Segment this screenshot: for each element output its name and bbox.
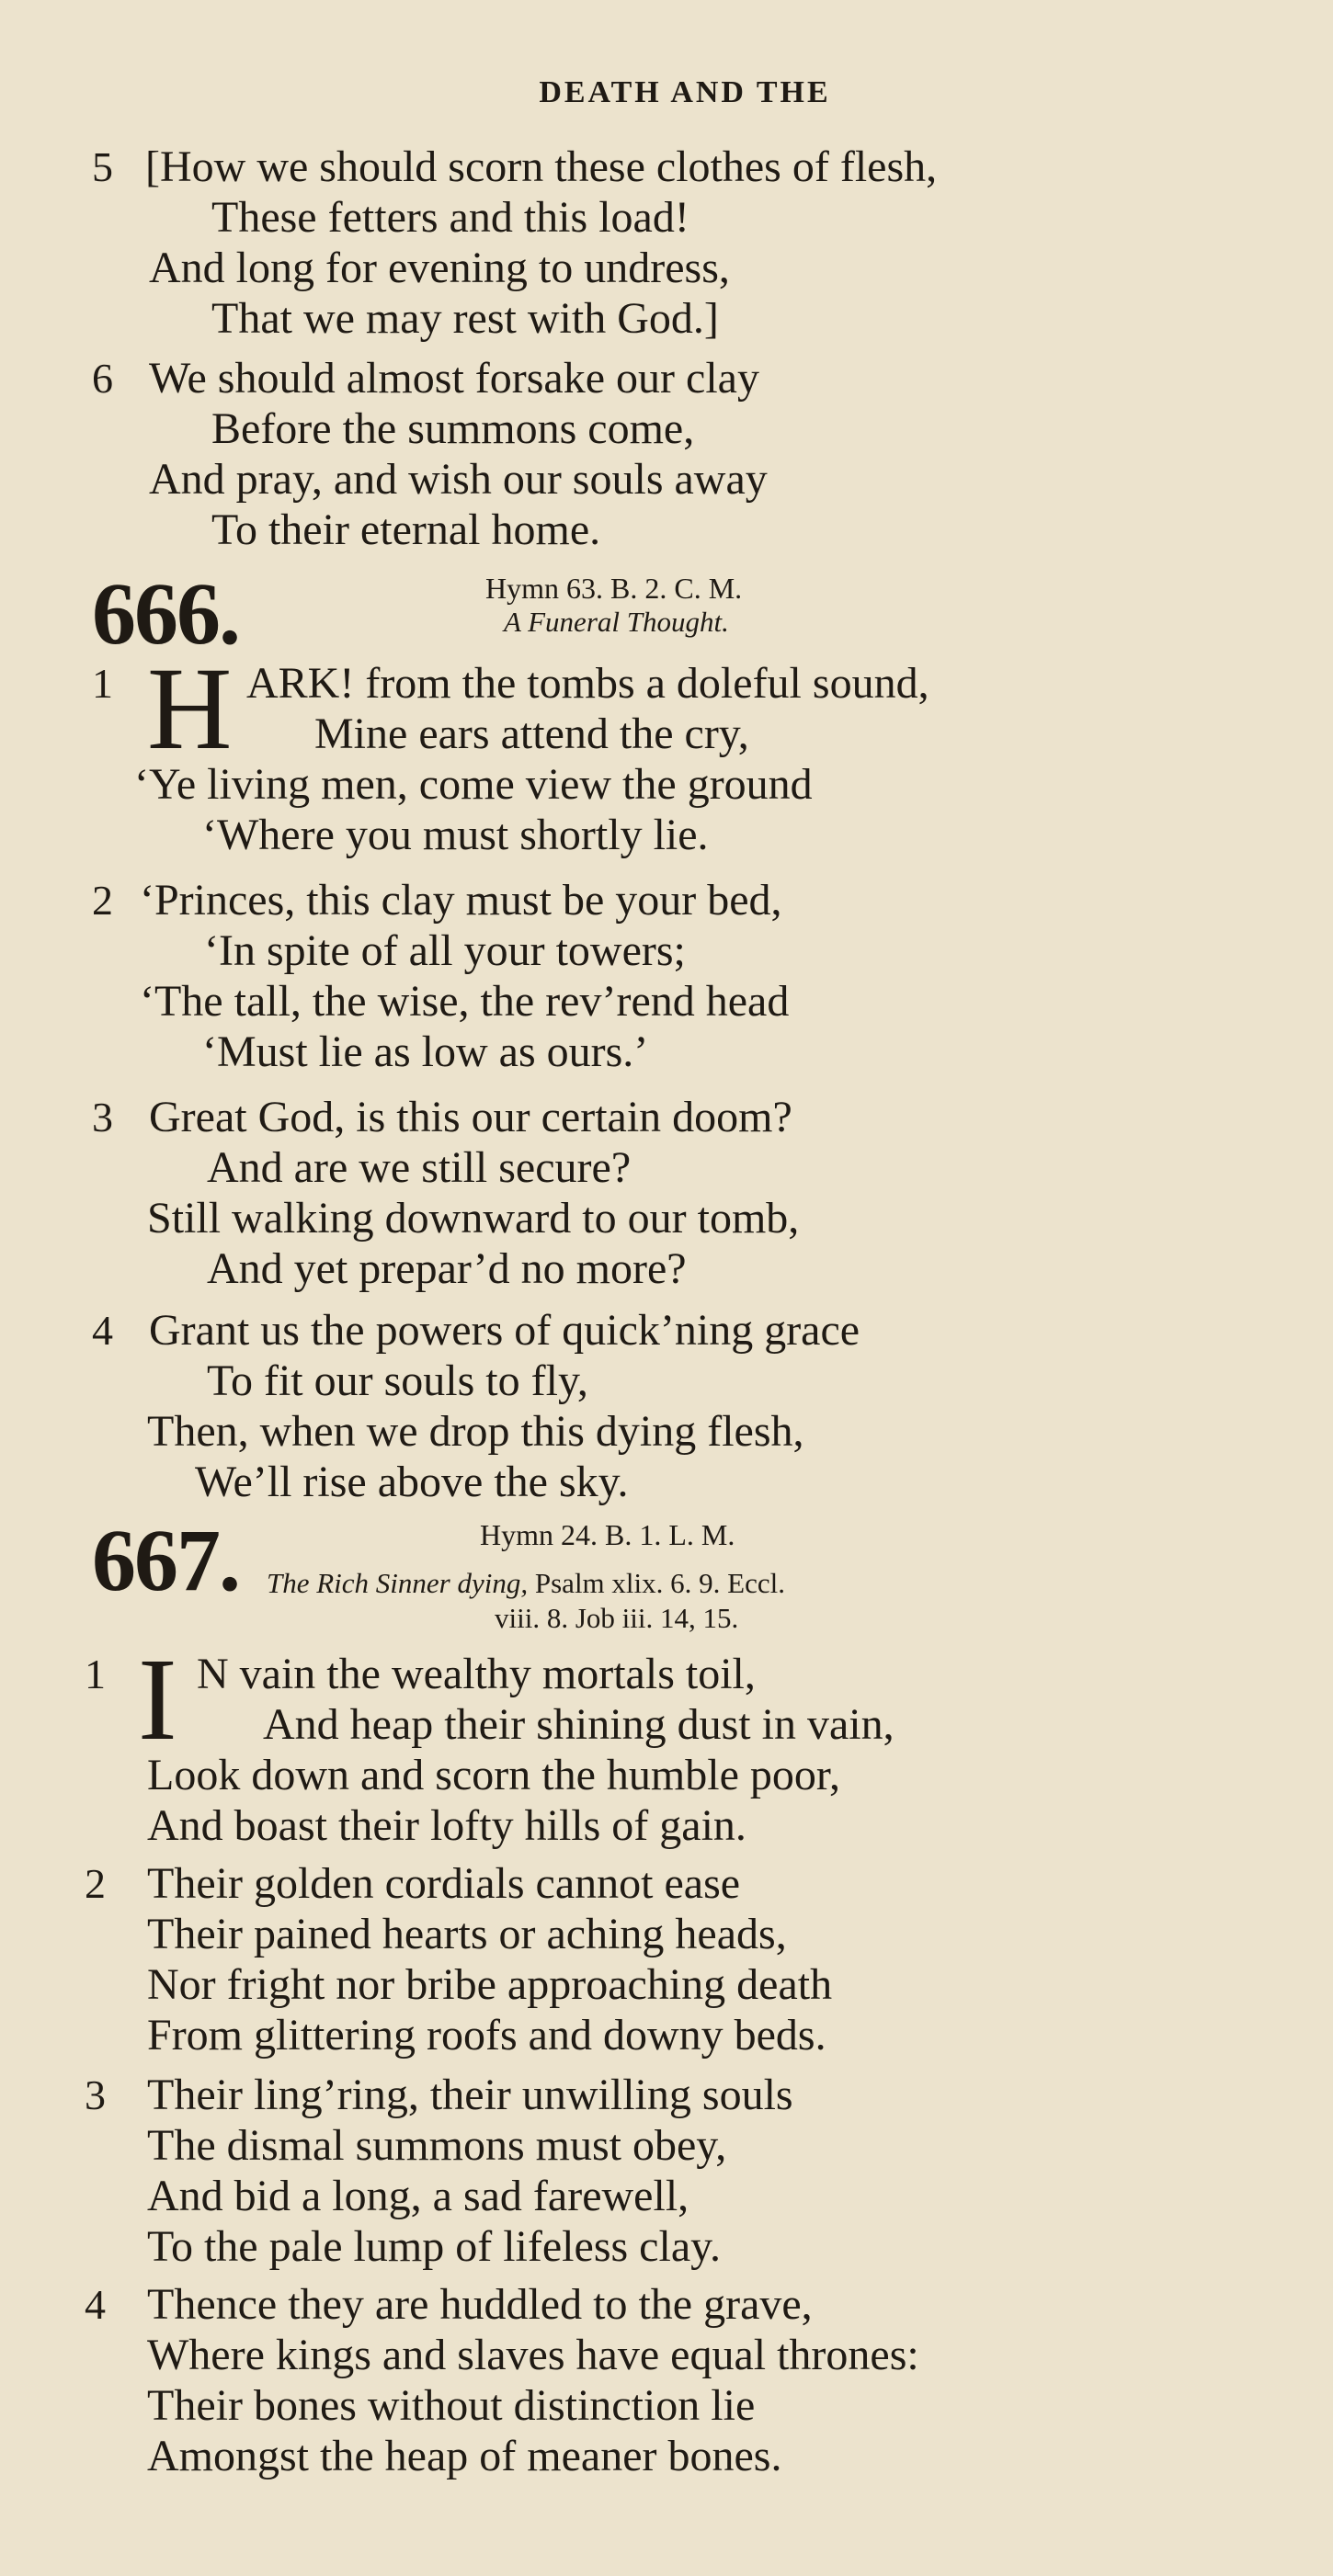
verse-line: Then, when we drop this dying flesh,	[147, 1407, 804, 1456]
verse-line: Look down and scorn the humble poor,	[147, 1751, 840, 1799]
verse-number: 6	[92, 355, 113, 402]
verse-line: The dismal summons must obey,	[147, 2121, 727, 2170]
verse-line: And long for evening to undress,	[149, 244, 730, 292]
verse-line: And boast their lofty hills of gain.	[147, 1801, 746, 1850]
verse-number: 5	[92, 143, 113, 190]
verse-number: 2	[85, 1860, 106, 1907]
hymn-number: 667.	[92, 1511, 239, 1609]
verse-line: Their ling’ring, their unwilling souls	[147, 2071, 793, 2119]
verse-line: We’ll rise above the sky.	[195, 1458, 629, 1506]
hymn-subtitle: A Funeral Thought.	[504, 606, 729, 638]
verse-line: Great God, is this our certain doom?	[149, 1093, 792, 1141]
verse-line: [How we should scorn these clothes of flesh,	[145, 142, 938, 191]
verse-line: And bid a long, a sad farewell,	[147, 2172, 689, 2220]
verse-line: And pray, and wish our souls away	[149, 455, 768, 504]
verse-line: Still walking downward to our tomb,	[147, 1194, 800, 1243]
verse-line: These fetters and this load!	[211, 193, 689, 242]
verse-line: Nor fright nor bribe approaching death	[147, 1960, 833, 2009]
verse-line: To their eternal home.	[211, 505, 601, 554]
drop-cap: I	[138, 1634, 177, 1765]
scripture-reference: Psalm xlix. 6. 9. Eccl.	[534, 1567, 785, 1599]
scripture-reference: viii. 8. Job iii. 14, 15.	[495, 1602, 739, 1634]
verse-line: ‘The tall, the wise, the rev’rend head	[140, 977, 790, 1026]
verse-line: Thence they are huddled to the grave,	[147, 2280, 813, 2329]
running-head: DEATH AND THE	[539, 75, 831, 109]
verse-line: ARK! from the tombs a doleful sound,	[246, 659, 929, 708]
verse-line: From glittering roofs and downy beds.	[147, 2011, 826, 2060]
verse-number: 2	[92, 877, 113, 924]
verse-line: To the pale lump of lifeless clay.	[147, 2222, 721, 2271]
verse-line: Their golden cordials cannot ease	[147, 1859, 741, 1908]
verse-line: Amongst the heap of meaner bones.	[147, 2432, 782, 2480]
hymn-meta: Hymn 63. B. 2. C. M.	[485, 572, 743, 605]
verse-line: ‘Princes, this clay must be your bed,	[140, 876, 782, 925]
verse-line: To fit our souls to fly,	[207, 1356, 588, 1405]
verse-number: 3	[85, 2071, 106, 2118]
verse-line: ‘Must lie as low as ours.’	[202, 1027, 649, 1076]
verse-line: N vain the wealthy mortals toil,	[197, 1650, 756, 1698]
verse-line: Their bones without distinction lie	[147, 2381, 756, 2430]
hymn-subtitle-reference	[267, 1568, 785, 1599]
verse-line: We should almost forsake our clay	[149, 354, 759, 403]
hymn-meta: Hymn 24. B. 1. L. M.	[480, 1518, 735, 1551]
verse-line: That we may rest with God.]	[211, 294, 719, 343]
verse-line: ‘Ye living men, come view the ground	[134, 760, 813, 809]
verse-number: 1	[85, 1651, 106, 1697]
hymn-subtitle: The Rich Sinner dying,	[267, 1567, 529, 1599]
verse-line: And yet prepar’d no more?	[207, 1244, 687, 1293]
verse-line: Grant us the powers of quick’ning grace	[149, 1306, 860, 1355]
verse-number: 4	[85, 2281, 106, 2328]
verse-line: Mine ears attend the cry,	[314, 709, 749, 758]
verse-number: 4	[92, 1307, 113, 1354]
verse-line: ‘Where you must shortly lie.	[202, 811, 709, 859]
verse-line: Where kings and slaves have equal thrones:	[147, 2331, 919, 2379]
verse-line: And are we still secure?	[207, 1143, 632, 1192]
verse-number: 3	[92, 1094, 113, 1140]
verse-line: Before the summons come,	[211, 404, 695, 453]
verse-line: Their pained hearts or aching heads,	[147, 1910, 787, 1958]
verse-line: ‘In spite of all your towers;	[204, 926, 686, 975]
drop-cap: H	[147, 643, 233, 774]
verse-number: 1	[92, 660, 113, 707]
verse-line: And heap their shining dust in vain,	[263, 1700, 894, 1749]
hymn-number: 666.	[92, 564, 239, 663]
